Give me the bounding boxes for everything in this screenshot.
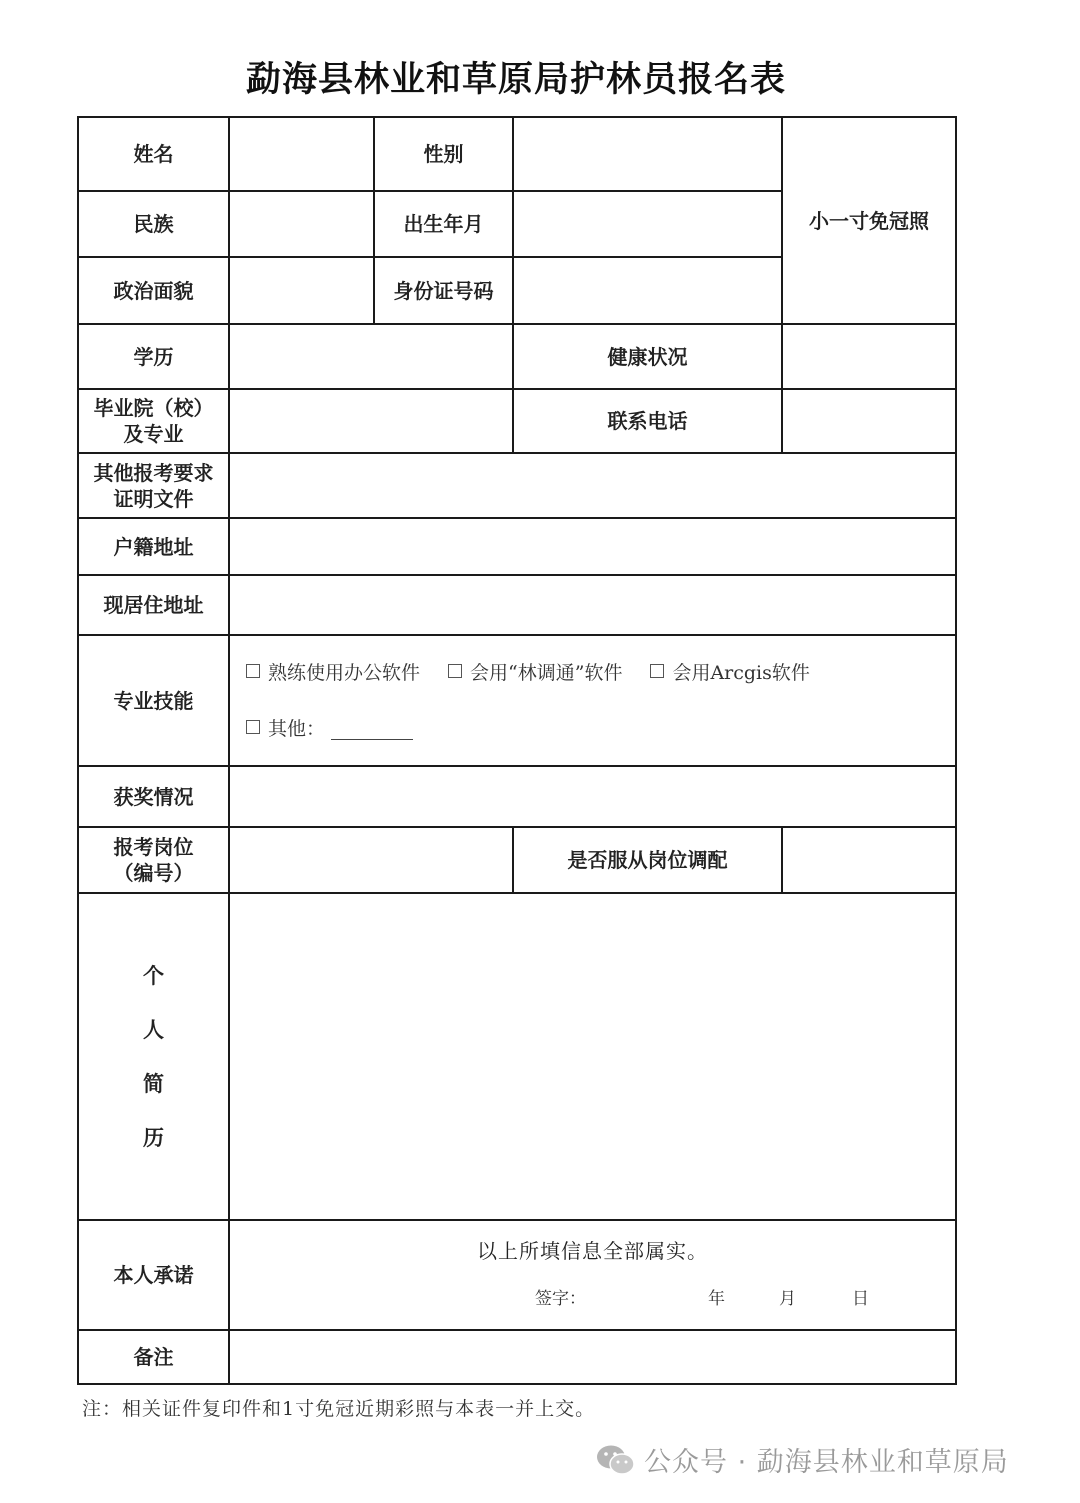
wechat-icon	[596, 1443, 636, 1477]
label-school	[78, 389, 229, 453]
label-remarks: 备注	[78, 1330, 229, 1384]
form-title: 勐海县林业和草原局护林员报名表	[245, 59, 786, 100]
input-resume[interactable]	[229, 893, 956, 1220]
skill-other[interactable]	[246, 716, 413, 742]
label-pledge: 本人承诺	[78, 1220, 229, 1330]
input-gender[interactable]	[513, 117, 782, 191]
label-school-line1: 毕业院（校）	[93, 396, 214, 420]
photo-box[interactable]	[782, 117, 956, 324]
skills-options	[229, 635, 956, 766]
checkbox-icon[interactable]	[246, 664, 260, 678]
label-other-docs-line1: 其他报考要求	[93, 460, 214, 485]
input-birth[interactable]	[513, 191, 782, 257]
input-awards[interactable]	[229, 766, 956, 827]
skill-office[interactable]	[246, 660, 420, 686]
label-skills: 专业技能	[78, 635, 229, 766]
input-hukou[interactable]	[229, 518, 956, 575]
label-gender: 性别	[374, 117, 513, 191]
input-political[interactable]	[229, 257, 374, 324]
input-position[interactable]	[229, 827, 513, 893]
label-birth: 出生年月	[374, 191, 513, 257]
label-other-docs-line2: 证明文件	[113, 486, 194, 511]
input-id-number[interactable]	[513, 257, 782, 324]
label-resume	[78, 893, 229, 1220]
pledge-statement: 以上所填信息全部属实。	[477, 1239, 708, 1263]
input-school[interactable]	[229, 389, 513, 453]
skill-lindiaotong[interactable]	[448, 660, 622, 686]
checkbox-icon[interactable]	[246, 720, 260, 734]
skill-other-blank[interactable]	[331, 717, 413, 740]
resume-char: 人	[143, 1017, 164, 1042]
skills-row-2	[246, 714, 955, 744]
pledge-area	[229, 1220, 956, 1330]
sign-label: 签字：	[535, 1289, 586, 1309]
input-name[interactable]	[229, 117, 374, 191]
watermark-text: 公众号 · 勐海县林业和草原局	[644, 1447, 1009, 1478]
sign-day: 日	[852, 1289, 869, 1309]
footnote: 注：相关证件复印件和1寸免冠近期彩照与本表一并上交。	[82, 1398, 596, 1420]
input-phone[interactable]	[782, 389, 956, 453]
input-obey[interactable]	[782, 827, 956, 893]
resume-char: 历	[143, 1125, 164, 1150]
photo-label: 小一寸免冠照	[809, 208, 929, 233]
input-remarks[interactable]	[229, 1330, 956, 1384]
registration-form	[77, 116, 957, 1385]
skill-lindiaotong-label: 会用“林调通”软件	[470, 661, 623, 684]
label-political: 政治面貌	[78, 257, 229, 324]
watermark	[596, 1440, 1009, 1479]
resume-char: 个	[143, 963, 164, 988]
skill-office-label: 熟练使用办公软件	[268, 661, 421, 684]
label-hukou: 户籍地址	[78, 518, 229, 575]
input-other-docs[interactable]	[229, 453, 956, 518]
input-health[interactable]	[782, 324, 956, 389]
checkbox-icon[interactable]	[448, 664, 462, 678]
label-name: 姓名	[78, 117, 229, 191]
input-residence[interactable]	[229, 575, 956, 635]
skill-arcgis[interactable]	[650, 660, 809, 686]
resume-char: 简	[143, 1071, 164, 1096]
label-other-docs	[78, 453, 229, 518]
label-ethnicity: 民族	[78, 191, 229, 257]
label-school-line2: 及专业	[123, 422, 184, 446]
input-ethnicity[interactable]	[229, 191, 374, 257]
label-position-line1: 报考岗位	[113, 835, 194, 859]
label-position	[78, 827, 229, 893]
label-obey: 是否服从岗位调配	[513, 827, 782, 893]
label-awards: 获奖情况	[78, 766, 229, 827]
label-position-line2: （编号）	[113, 861, 194, 885]
label-health: 健康状况	[513, 324, 782, 389]
input-education[interactable]	[229, 324, 513, 389]
skill-other-label: 其他：	[268, 717, 326, 740]
sign-year: 年	[708, 1289, 725, 1309]
label-residence: 现居住地址	[78, 575, 229, 635]
sign-month: 月	[779, 1289, 796, 1309]
label-id-number: 身份证号码	[374, 257, 513, 324]
checkbox-icon[interactable]	[650, 664, 664, 678]
sign-line	[230, 1286, 955, 1312]
skill-arcgis-label: 会用Arcgis软件	[672, 661, 810, 684]
label-education: 学历	[78, 324, 229, 389]
skills-row-1	[246, 658, 955, 688]
label-phone: 联系电话	[513, 389, 782, 453]
